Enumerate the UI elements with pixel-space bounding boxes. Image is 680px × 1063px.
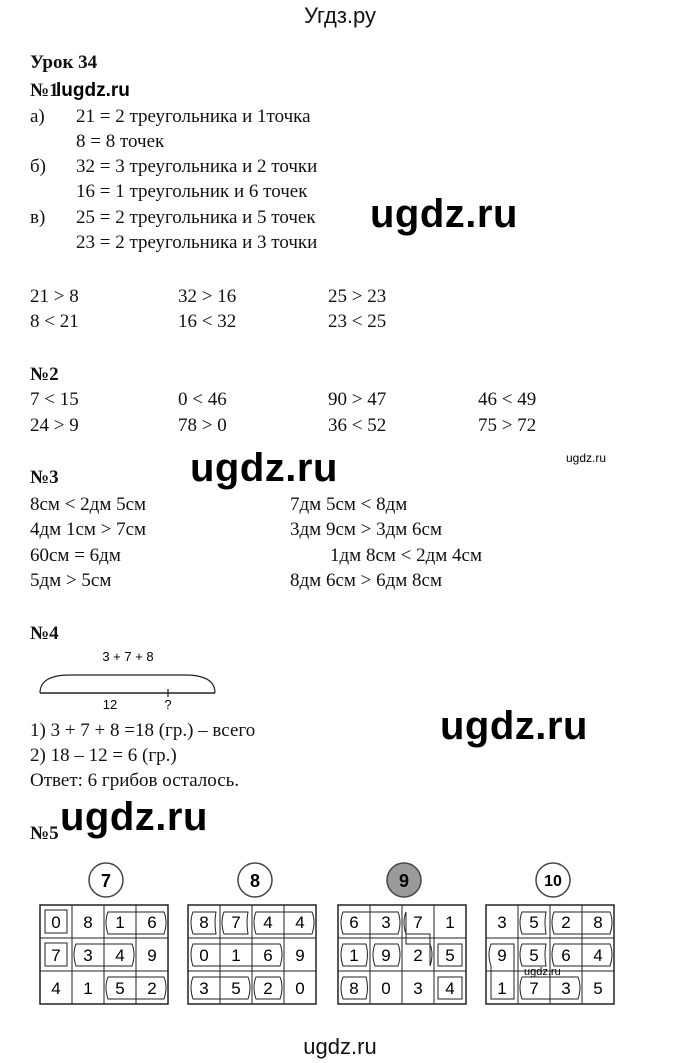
grid-cell: 3 xyxy=(199,979,209,998)
grid-cell: 4 xyxy=(295,913,305,932)
comparison: 4дм 1см > 7см xyxy=(30,519,147,540)
grid-cell: 6 xyxy=(561,946,571,965)
diagram-top-label: 3 + 7 + 8 xyxy=(102,649,154,664)
comparison: 8 < 21 xyxy=(30,311,79,332)
comparison: 36 < 52 xyxy=(328,415,387,436)
comparison: 90 > 47 xyxy=(328,389,387,410)
grid-cell: 8 xyxy=(199,913,209,932)
grid-cell: 2 xyxy=(263,979,273,998)
comparison: 78 > 0 xyxy=(178,415,227,436)
task5-label: №5 xyxy=(30,823,59,844)
grid-cell: 4 xyxy=(593,946,603,965)
grid-cell: 5 xyxy=(231,979,241,998)
target-number: 8 xyxy=(249,871,261,891)
target-number: 10 xyxy=(544,873,562,890)
solution-step: 2) 18 – 12 = 6 (гр.) xyxy=(30,745,177,766)
comparison: 8см < 2дм 5см xyxy=(30,494,147,515)
watermark: ugdz.ru xyxy=(190,446,338,490)
segment-diagram xyxy=(30,645,230,715)
watermark: ugdz.ru xyxy=(370,192,518,236)
diagram-left-label: 12 xyxy=(102,697,118,712)
grid-cell: 2 xyxy=(413,946,423,965)
grid-cell: 9 xyxy=(147,946,157,965)
grid-target-9 xyxy=(338,863,466,1004)
grid-cell: 4 xyxy=(51,979,61,998)
grid-cell: 1 xyxy=(83,979,93,998)
grid-cell: 5 xyxy=(445,946,455,965)
grid-target-10 xyxy=(486,863,614,1004)
task1-line: 8 = 8 точек xyxy=(76,131,165,152)
grid-cell: 1 xyxy=(231,946,241,965)
grid-cell: 3 xyxy=(497,913,507,932)
comparison: 75 > 72 xyxy=(478,415,537,436)
grid-target-7 xyxy=(40,863,168,1004)
task1-label: №1 xyxy=(30,80,59,101)
grid-cell: 1 xyxy=(349,946,359,965)
target-number: 9 xyxy=(398,871,410,891)
watermark: ugdz.ru xyxy=(440,704,588,748)
grid-cell: 5 xyxy=(593,979,603,998)
grid-cell: 1 xyxy=(445,913,455,932)
comparison: 8дм 6см > 6дм 8см xyxy=(290,570,443,591)
footer-watermark: ugdz.ru xyxy=(303,1034,377,1059)
lesson-title: Урок 34 xyxy=(30,52,98,73)
grid-cell: 0 xyxy=(381,979,391,998)
answer: Ответ: 6 грибов осталось. xyxy=(30,770,240,791)
target-number: 7 xyxy=(100,871,112,891)
grid-cell: 7 xyxy=(529,979,539,998)
comparison: 0 < 46 xyxy=(178,389,227,410)
grid-cell: 1 xyxy=(497,979,507,998)
grid-cell: 7 xyxy=(413,913,423,932)
watermark-small: ugdz.ru xyxy=(566,451,607,465)
grid-cell: 3 xyxy=(561,979,571,998)
diagram-right-label: ? xyxy=(164,697,172,712)
grid-cell: 8 xyxy=(349,979,359,998)
watermark-small: ugdz.ru xyxy=(524,966,561,978)
grid-cell: 9 xyxy=(381,946,391,965)
comparison: 16 < 32 xyxy=(178,311,237,332)
task1-prefix: в) xyxy=(30,207,46,228)
task1-line: 32 = 3 треугольника и 2 точки xyxy=(76,156,318,177)
grid-cell: 3 xyxy=(413,979,423,998)
task1-line: 16 = 1 треугольник и 6 точек xyxy=(76,181,308,202)
comparison: 7дм 5см < 8дм xyxy=(290,494,408,515)
task3-label: №3 xyxy=(30,467,59,488)
task1-prefix: б) xyxy=(30,156,46,177)
task1-line: 21 = 2 треугольника и 1точка xyxy=(76,106,311,127)
number-grids xyxy=(0,850,680,1020)
grid-cell: 3 xyxy=(381,913,391,932)
task1-prefix: а) xyxy=(30,106,45,127)
grid-cell: 8 xyxy=(593,913,603,932)
grid-cell: 4 xyxy=(115,946,125,965)
comparison: 25 > 23 xyxy=(328,286,387,307)
watermark: ugdz.ru xyxy=(60,795,208,839)
task1-line: 25 = 2 треугольника и 5 точек xyxy=(76,207,316,228)
comparison: 5дм > 5см xyxy=(30,570,112,591)
grid-target-8 xyxy=(188,863,316,1004)
comparison: 60см = 6дм xyxy=(30,545,121,566)
grid-cell: 2 xyxy=(561,913,571,932)
comparison: 32 > 16 xyxy=(178,286,237,307)
grid-cell: 2 xyxy=(147,979,157,998)
grid-cell: 6 xyxy=(147,913,157,932)
comparison: 24 > 9 xyxy=(30,415,79,436)
grid-cell: 0 xyxy=(295,979,305,998)
comparison: 3дм 9см > 3дм 6см xyxy=(290,519,443,540)
grid-cell: 5 xyxy=(115,979,125,998)
comparison: 23 < 25 xyxy=(328,311,387,332)
grid-cell: 8 xyxy=(83,913,93,932)
task4-label: №4 xyxy=(30,623,59,644)
comparison: 21 > 8 xyxy=(30,286,79,307)
comparison: 1дм 8см < 2дм 4см xyxy=(330,545,483,566)
grid-cell: 7 xyxy=(51,946,61,965)
grid-cell: 0 xyxy=(51,913,61,932)
grid-cell: 4 xyxy=(263,913,273,932)
grid-cell: 4 xyxy=(445,979,455,998)
watermark-inline: lugdz.ru xyxy=(56,80,130,101)
site-title: Угдз.ру xyxy=(303,3,377,28)
task1-line: 23 = 2 треугольника и 3 точки xyxy=(76,232,318,253)
grid-cell: 7 xyxy=(231,913,241,932)
solution-step: 1) 3 + 7 + 8 =18 (гр.) – всего xyxy=(30,720,256,741)
grid-cell: 9 xyxy=(497,946,507,965)
grid-cell: 6 xyxy=(263,946,273,965)
comparison: 46 < 49 xyxy=(478,389,537,410)
grid-cell: 0 xyxy=(199,946,209,965)
grid-cell: 3 xyxy=(83,946,93,965)
grid-cell: 5 xyxy=(529,913,539,932)
grid-cell: 9 xyxy=(295,946,305,965)
diagram-brace xyxy=(40,675,215,693)
task2-label: №2 xyxy=(30,364,59,385)
grid-cell: 5 xyxy=(529,946,539,965)
comparison: 7 < 15 xyxy=(30,389,79,410)
grid-cell: 6 xyxy=(349,913,359,932)
grid-cell: 1 xyxy=(115,913,125,932)
